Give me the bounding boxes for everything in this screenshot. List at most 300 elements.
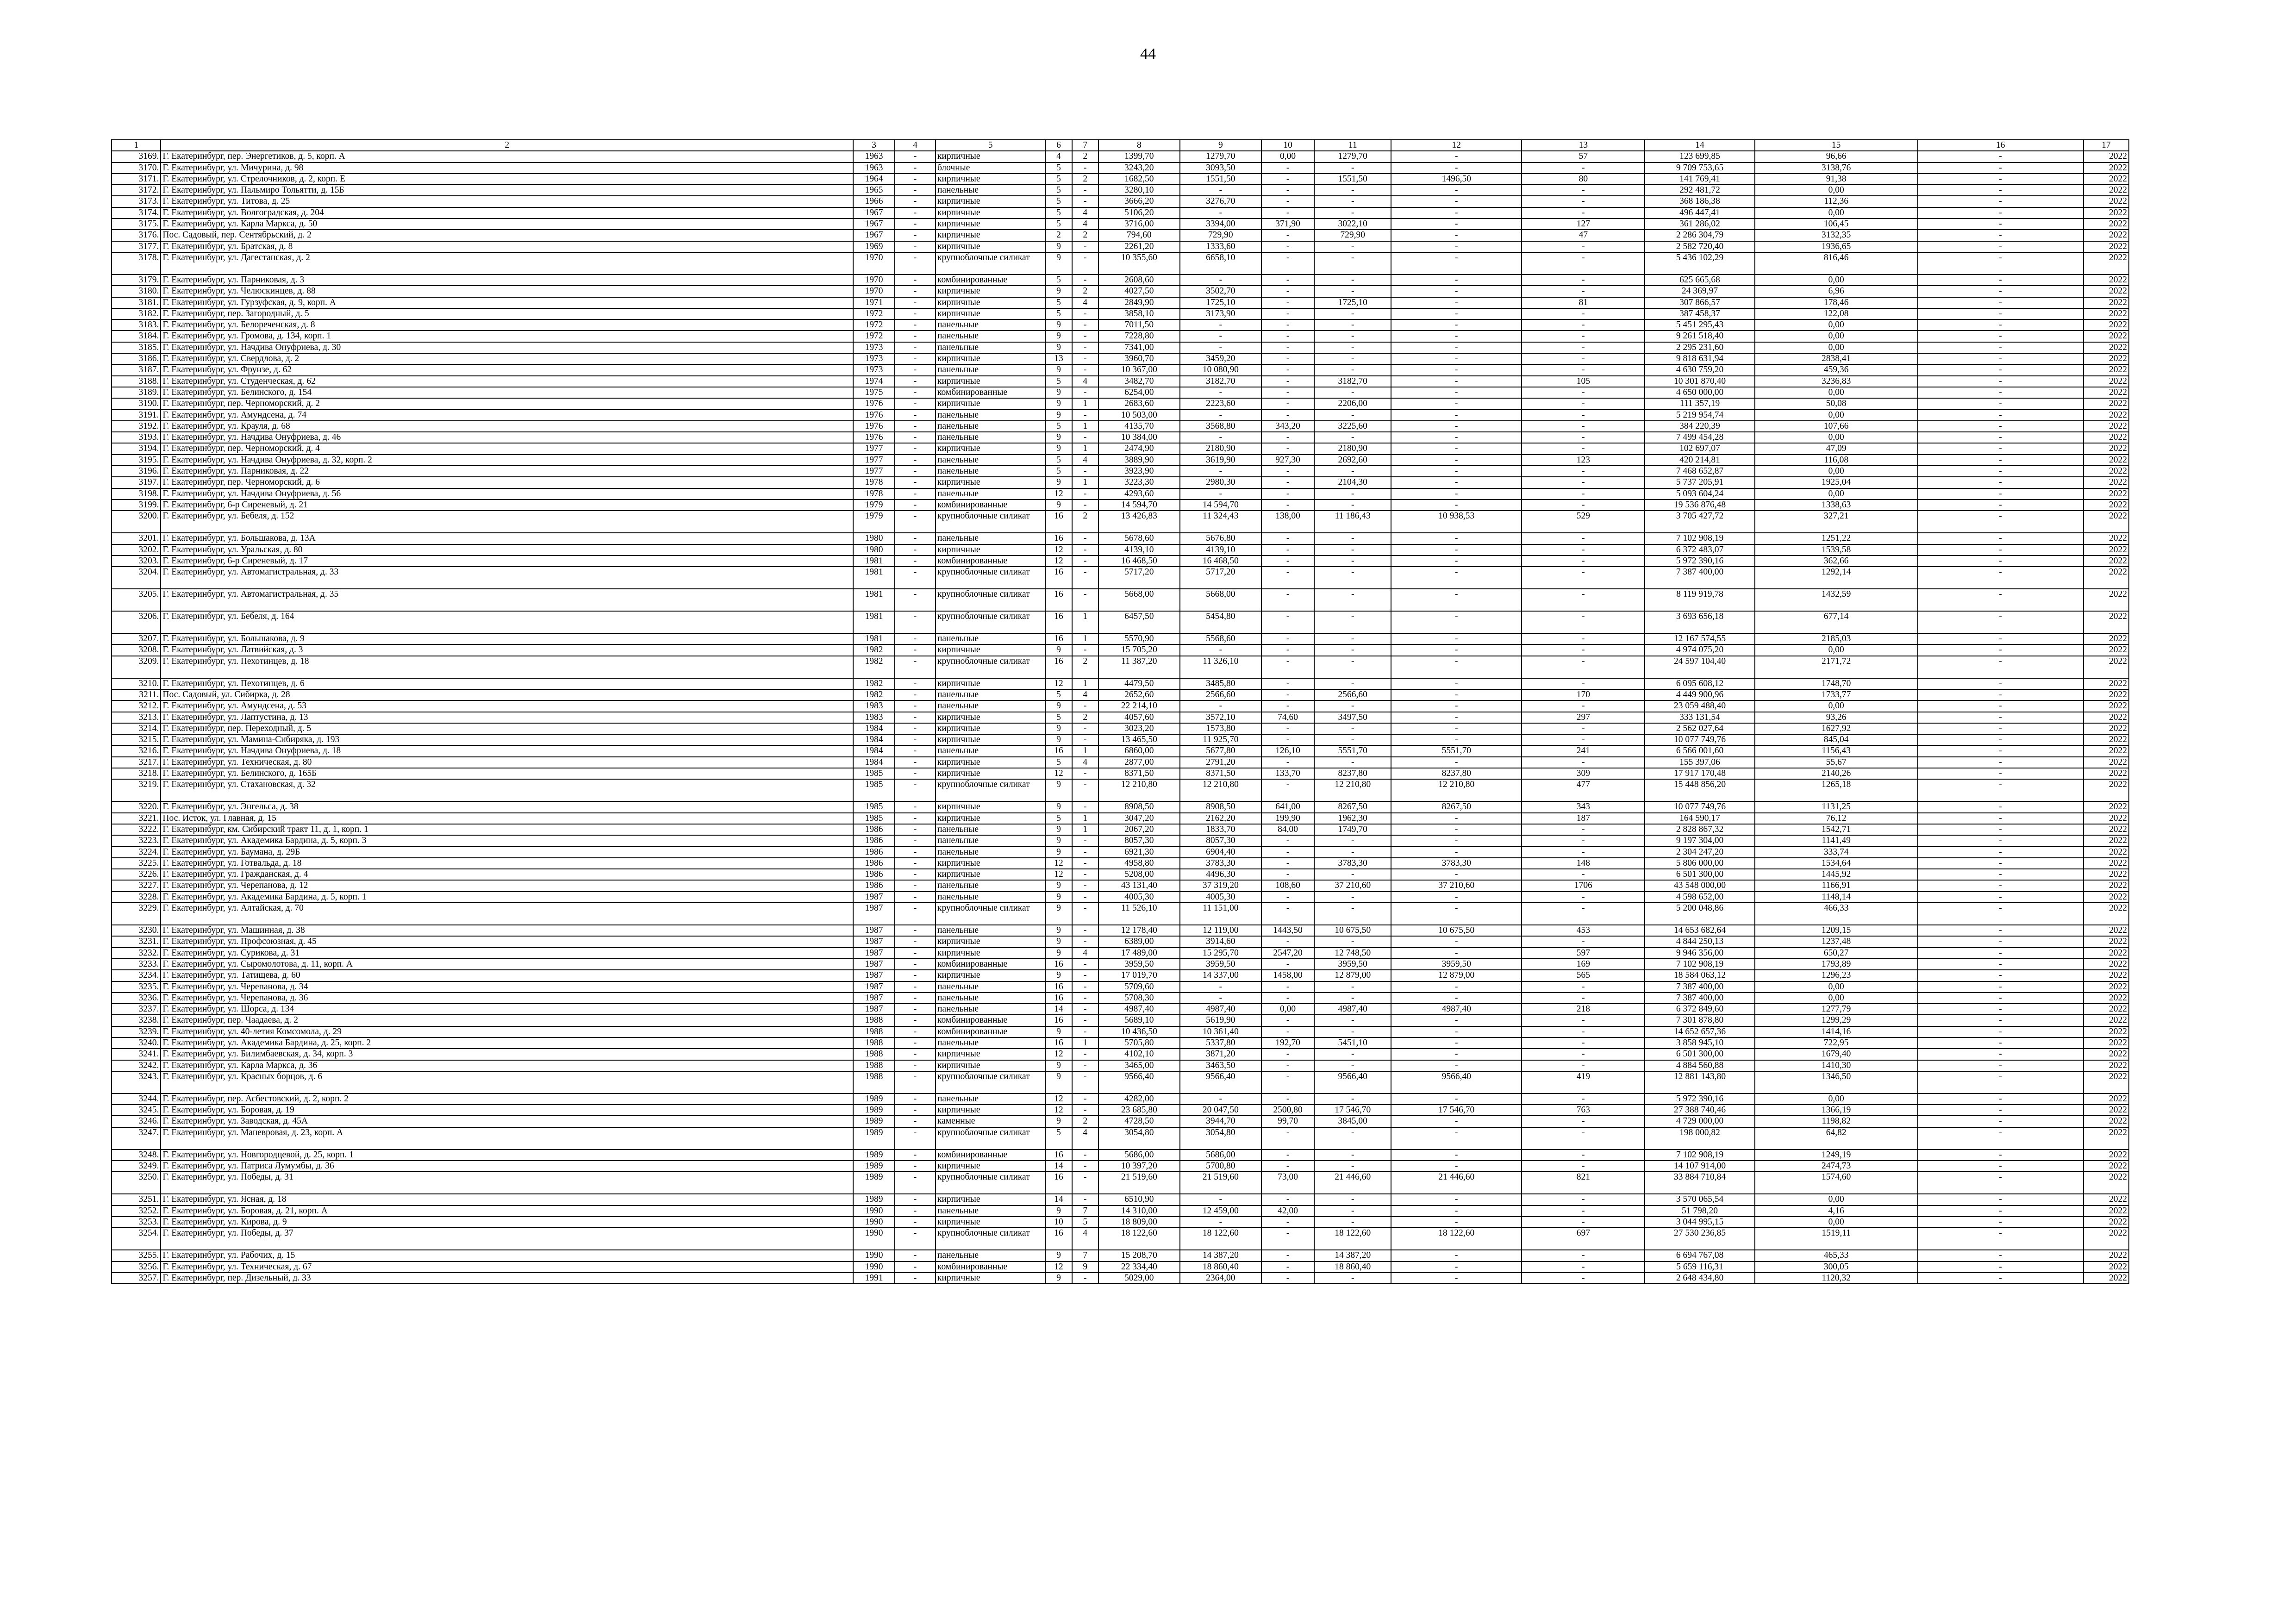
cell-living-area: 3871,20: [1180, 1049, 1261, 1060]
table-row: [112, 970, 2129, 981]
cell-year-planned: 2022: [2084, 880, 2129, 891]
cell-cost: 123 699,85: [1645, 151, 1754, 162]
cell-non-living-area: -: [1261, 1060, 1315, 1071]
cell-col-4: -: [895, 757, 936, 768]
cell-floors: 9: [1045, 723, 1072, 734]
cell-cost-per-sqm: 1265,18: [1755, 779, 1918, 801]
cell-entrances: -: [1072, 858, 1098, 869]
cell-area-11: -: [1314, 1217, 1391, 1228]
cell-cost-per-sqm: 6,96: [1755, 286, 1918, 297]
cell-col-16: -: [1918, 207, 2084, 219]
cell-entrances: -: [1072, 880, 1098, 891]
cell-wall-material: комбинированные: [936, 387, 1045, 398]
cell-area-12: 37 210,60: [1391, 880, 1522, 891]
cell-non-living-area: 192,70: [1261, 1037, 1315, 1049]
cell-col-16: -: [1918, 364, 2084, 375]
cell-cost: 9 197 304,00: [1645, 835, 1754, 846]
cell-area-11: -: [1314, 1149, 1391, 1161]
cell-floors: 9: [1045, 801, 1072, 812]
cell-col-4: -: [895, 1127, 936, 1149]
cell-non-living-area: 343,20: [1261, 421, 1315, 432]
cell-year-planned: 2022: [2084, 589, 2129, 611]
cell-living-area: 3944,70: [1180, 1116, 1261, 1127]
cell-wall-material: панельные: [936, 364, 1045, 375]
cell-area-11: 1962,30: [1314, 813, 1391, 824]
cell-total-area: 15 705,20: [1098, 644, 1180, 656]
cell-cost-per-sqm: 2838,41: [1755, 353, 1918, 364]
cell-living-area: 3568,80: [1180, 421, 1261, 432]
cell-year: 1972: [853, 331, 895, 342]
cell-area-12: -: [1391, 589, 1522, 611]
cell-year-planned: 2022: [2084, 544, 2129, 556]
cell-area-12: -: [1391, 556, 1522, 567]
cell-area-11: 37 210,60: [1314, 880, 1391, 891]
cell-area-11: -: [1314, 678, 1391, 689]
cell-residents: -: [1522, 892, 1645, 903]
cell-area-12: -: [1391, 151, 1522, 162]
cell-year: 1988: [853, 1049, 895, 1060]
cell-cost: 6 501 300,00: [1645, 869, 1754, 880]
cell-area-12: -: [1391, 185, 1522, 196]
cell-residents: -: [1522, 533, 1645, 544]
cell-entrances: -: [1072, 342, 1098, 353]
cell-residents: 477: [1522, 779, 1645, 801]
cell-col-4: -: [895, 801, 936, 812]
cell-col-4: -: [895, 925, 936, 936]
cell-col-4: -: [895, 297, 936, 308]
table-row: [112, 410, 2129, 421]
cell-total-area: 5570,90: [1098, 633, 1180, 644]
table-row: [112, 185, 2129, 196]
cell-col-4: -: [895, 275, 936, 286]
cell-wall-material: крупноблочные силикат: [936, 589, 1045, 611]
cell-area-12: -: [1391, 297, 1522, 308]
cell-row-number: 3217.: [112, 757, 161, 768]
cell-floors: 9: [1045, 432, 1072, 443]
cell-year-planned: 2022: [2084, 219, 2129, 230]
cell-cost: 384 220,39: [1645, 421, 1754, 432]
cell-year: 1981: [853, 567, 895, 589]
cell-row-number: 3196.: [112, 466, 161, 477]
cell-year-planned: 2022: [2084, 779, 2129, 801]
cell-wall-material: кирпичные: [936, 230, 1045, 241]
cell-year-planned: 2022: [2084, 1105, 2129, 1116]
cell-year: 1980: [853, 544, 895, 556]
cell-address: Г. Екатеринбург, ул. Маневровая, д. 23, корп. А: [161, 1127, 853, 1149]
cell-year: 1987: [853, 892, 895, 903]
cell-col-4: -: [895, 455, 936, 466]
cell-wall-material: кирпичные: [936, 1161, 1045, 1172]
cell-col-16: -: [1918, 644, 2084, 656]
cell-entrances: 1: [1072, 633, 1098, 644]
cell-entrances: -: [1072, 1105, 1098, 1116]
table-row: [112, 633, 2129, 644]
cell-col-16: -: [1918, 981, 2084, 993]
cell-year-planned: 2022: [2084, 981, 2129, 993]
cell-area-11: -: [1314, 466, 1391, 477]
column-header: 17: [2084, 140, 2129, 151]
cell-row-number: 3187.: [112, 364, 161, 375]
cell-year-planned: 2022: [2084, 174, 2129, 185]
cell-living-area: 8371,50: [1180, 768, 1261, 779]
cell-col-4: -: [895, 376, 936, 387]
cell-col-4: -: [895, 1250, 936, 1261]
cell-col-4: -: [895, 174, 936, 185]
cell-row-number: 3172.: [112, 185, 161, 196]
cell-floors: 5: [1045, 421, 1072, 432]
cell-col-16: -: [1918, 477, 2084, 488]
cell-address: Г. Екатеринбург, ул. Амундсена, д. 53: [161, 700, 853, 712]
cell-entrances: -: [1072, 936, 1098, 947]
cell-area-12: -: [1391, 656, 1522, 678]
cell-residents: -: [1522, 353, 1645, 364]
cell-cost: 4 974 075,20: [1645, 644, 1754, 656]
cell-col-16: -: [1918, 443, 2084, 454]
cell-living-area: 2162,20: [1180, 813, 1261, 824]
cell-cost: 5 737 205,91: [1645, 477, 1754, 488]
column-header: 5: [936, 140, 1045, 151]
cell-area-12: -: [1391, 700, 1522, 712]
cell-total-area: 17 019,70: [1098, 970, 1180, 981]
cell-col-16: -: [1918, 286, 2084, 297]
cell-area-11: -: [1314, 847, 1391, 858]
cell-cost-per-sqm: 1519,11: [1755, 1228, 1918, 1250]
cell-non-living-area: -: [1261, 387, 1315, 398]
cell-floors: 14: [1045, 1161, 1072, 1172]
cell-floors: 5: [1045, 174, 1072, 185]
cell-cost: 2 828 867,32: [1645, 824, 1754, 835]
cell-area-11: -: [1314, 644, 1391, 656]
cell-residents: -: [1522, 319, 1645, 331]
cell-area-11: -: [1314, 387, 1391, 398]
cell-address: Г. Екатеринбург, ул. Патриса Лумумбы, д. 36: [161, 1161, 853, 1172]
cell-cost: 2 304 247,20: [1645, 847, 1754, 858]
cell-col-16: -: [1918, 745, 2084, 756]
cell-col-4: -: [895, 477, 936, 488]
cell-address: Г. Екатеринбург, ул. Пехотинцев, д. 18: [161, 656, 853, 678]
cell-address: Г. Екатеринбург, ул. Фрунзе, д. 62: [161, 364, 853, 375]
cell-address: Г. Екатеринбург, 6-р Сиреневый, д. 21: [161, 500, 853, 511]
cell-floors: 5: [1045, 757, 1072, 768]
cell-floors: 16: [1045, 1149, 1072, 1161]
cell-cost-per-sqm: 3236,83: [1755, 376, 1918, 387]
cell-floors: 5: [1045, 207, 1072, 219]
cell-entrances: -: [1072, 1161, 1098, 1172]
cell-col-4: -: [895, 712, 936, 723]
cell-year-planned: 2022: [2084, 286, 2129, 297]
cell-col-16: -: [1918, 353, 2084, 364]
cell-cost-per-sqm: 0,00: [1755, 1093, 1918, 1105]
cell-non-living-area: -: [1261, 1071, 1315, 1093]
cell-year: 1989: [853, 1172, 895, 1194]
cell-row-number: 3255.: [112, 1250, 161, 1261]
cell-living-area: 1725,10: [1180, 297, 1261, 308]
cell-row-number: 3169.: [112, 151, 161, 162]
cell-address: Г. Екатеринбург, ул. Красных борцов, д. 6: [161, 1071, 853, 1093]
cell-row-number: 3188.: [112, 376, 161, 387]
cell-area-11: 2566,60: [1314, 689, 1391, 700]
cell-total-area: 4293,60: [1098, 488, 1180, 500]
cell-row-number: 3252.: [112, 1206, 161, 1217]
cell-year-planned: 2022: [2084, 970, 2129, 981]
cell-year-planned: 2022: [2084, 185, 2129, 196]
cell-residents: -: [1522, 1262, 1645, 1273]
column-header: 7: [1072, 140, 1098, 151]
cell-non-living-area: -: [1261, 723, 1315, 734]
cell-year: 1974: [853, 376, 895, 387]
cell-area-12: -: [1391, 466, 1522, 477]
cell-area-11: -: [1314, 734, 1391, 745]
cell-entrances: -: [1072, 768, 1098, 779]
cell-total-area: 3889,90: [1098, 455, 1180, 466]
cell-year: 1981: [853, 556, 895, 567]
cell-row-number: 3221.: [112, 813, 161, 824]
cell-address: Г. Екатеринбург, ул. Пальмиро Тольятти, д. 15Б: [161, 185, 853, 196]
cell-row-number: 3241.: [112, 1049, 161, 1060]
cell-floors: 16: [1045, 745, 1072, 756]
table-row: [112, 903, 2129, 925]
cell-non-living-area: 2500,80: [1261, 1105, 1315, 1116]
cell-area-11: -: [1314, 1161, 1391, 1172]
cell-wall-material: кирпичные: [936, 196, 1045, 207]
cell-row-number: 3191.: [112, 410, 161, 421]
table-row: [112, 959, 2129, 970]
cell-entrances: -: [1072, 466, 1098, 477]
cell-entrances: 2: [1072, 712, 1098, 723]
cell-entrances: -: [1072, 533, 1098, 544]
cell-cost-per-sqm: 96,66: [1755, 151, 1918, 162]
cell-residents: 47: [1522, 230, 1645, 241]
cell-entrances: 7: [1072, 1250, 1098, 1261]
cell-total-area: 3666,20: [1098, 196, 1180, 207]
cell-residents: 1706: [1522, 880, 1645, 891]
table-row: [112, 757, 2129, 768]
cell-year: 1977: [853, 443, 895, 454]
cell-area-12: 18 122,60: [1391, 1228, 1522, 1250]
cell-address: Г. Екатеринбург, ул. Братская, д. 8: [161, 241, 853, 252]
cell-year-planned: 2022: [2084, 936, 2129, 947]
cell-residents: -: [1522, 1015, 1645, 1026]
cell-row-number: 3228.: [112, 892, 161, 903]
cell-area-11: -: [1314, 869, 1391, 880]
cell-wall-material: панельные: [936, 342, 1045, 353]
cell-year-planned: 2022: [2084, 1116, 2129, 1127]
cell-residents: -: [1522, 1206, 1645, 1217]
cell-col-4: -: [895, 847, 936, 858]
cell-entrances: 4: [1072, 455, 1098, 466]
cell-floors: 16: [1045, 511, 1072, 533]
cell-non-living-area: 138,00: [1261, 511, 1315, 533]
cell-wall-material: кирпичные: [936, 936, 1045, 947]
cell-total-area: 15 208,70: [1098, 1250, 1180, 1261]
cell-col-4: -: [895, 835, 936, 846]
cell-year: 1988: [853, 1060, 895, 1071]
cell-address: Г. Екатеринбург, ул. Новгородцевой, д. 25, корп. 1: [161, 1149, 853, 1161]
cell-col-16: -: [1918, 880, 2084, 891]
cell-cost: 4 650 000,00: [1645, 387, 1754, 398]
cell-col-16: -: [1918, 398, 2084, 409]
cell-non-living-area: -: [1261, 1049, 1315, 1060]
cell-wall-material: панельные: [936, 1206, 1045, 1217]
cell-area-12: -: [1391, 319, 1522, 331]
cell-area-11: -: [1314, 1026, 1391, 1037]
cell-non-living-area: 371,90: [1261, 219, 1315, 230]
cell-area-12: -: [1391, 1262, 1522, 1273]
cell-address: Г. Екатеринбург, ул. Кирова, д. 9: [161, 1217, 853, 1228]
cell-wall-material: панельные: [936, 689, 1045, 700]
cell-col-16: -: [1918, 308, 2084, 319]
cell-total-area: 3960,70: [1098, 353, 1180, 364]
cell-row-number: 3216.: [112, 745, 161, 756]
cell-floors: 4: [1045, 151, 1072, 162]
cell-area-12: -: [1391, 1060, 1522, 1071]
cell-living-area: -: [1180, 700, 1261, 712]
cell-entrances: 2: [1072, 174, 1098, 185]
cell-cost-per-sqm: 93,26: [1755, 712, 1918, 723]
cell-area-12: -: [1391, 364, 1522, 375]
cell-residents: -: [1522, 432, 1645, 443]
cell-year: 1986: [853, 847, 895, 858]
cell-area-12: -: [1391, 993, 1522, 1004]
cell-col-16: -: [1918, 162, 2084, 174]
cell-total-area: 5106,20: [1098, 207, 1180, 219]
cell-year-planned: 2022: [2084, 331, 2129, 342]
cell-year-planned: 2022: [2084, 1217, 2129, 1228]
cell-entrances: -: [1072, 835, 1098, 846]
table-row: [112, 207, 2129, 219]
cell-area-11: 11 186,43: [1314, 511, 1391, 533]
cell-address: Г. Екатеринбург, пер. Черноморский, д. 4: [161, 443, 853, 454]
cell-living-area: 3459,20: [1180, 353, 1261, 364]
cell-wall-material: комбинированные: [936, 556, 1045, 567]
cell-cost: 4 449 900,96: [1645, 689, 1754, 700]
cell-year-planned: 2022: [2084, 252, 2129, 275]
cell-year-planned: 2022: [2084, 1093, 2129, 1105]
cell-entrances: -: [1072, 970, 1098, 981]
cell-cost-per-sqm: 1277,79: [1755, 1004, 1918, 1015]
cell-cost-per-sqm: 1296,23: [1755, 970, 1918, 981]
cell-address: Г. Екатеринбург, ул. Черепанова, д. 12: [161, 880, 853, 891]
table-row: [112, 589, 2129, 611]
cell-living-area: 2364,00: [1180, 1273, 1261, 1284]
cell-col-16: -: [1918, 936, 2084, 947]
cell-area-11: -: [1314, 1049, 1391, 1060]
cell-year-planned: 2022: [2084, 801, 2129, 812]
cell-cost-per-sqm: 459,36: [1755, 364, 1918, 375]
cell-living-area: 3394,00: [1180, 219, 1261, 230]
cell-area-11: 18 860,40: [1314, 1262, 1391, 1273]
cell-area-11: 1749,70: [1314, 824, 1391, 835]
cell-living-area: 1333,60: [1180, 241, 1261, 252]
cell-year: 1987: [853, 981, 895, 993]
cell-area-11: 2692,60: [1314, 455, 1391, 466]
cell-year-planned: 2022: [2084, 162, 2129, 174]
cell-floors: 9: [1045, 824, 1072, 835]
cell-cost: 3 858 945,10: [1645, 1037, 1754, 1049]
table-row: [112, 219, 2129, 230]
cell-area-11: -: [1314, 993, 1391, 1004]
cell-living-area: 12 210,80: [1180, 779, 1261, 801]
cell-living-area: 3959,50: [1180, 959, 1261, 970]
cell-row-number: 3256.: [112, 1262, 161, 1273]
cell-cost: 4 630 759,20: [1645, 364, 1754, 375]
cell-year: 1979: [853, 511, 895, 533]
cell-residents: -: [1522, 443, 1645, 454]
cell-wall-material: крупноблочные силикат: [936, 903, 1045, 925]
cell-cost: 15 448 856,20: [1645, 779, 1754, 801]
cell-col-16: -: [1918, 544, 2084, 556]
cell-cost-per-sqm: 55,67: [1755, 757, 1918, 768]
cell-area-12: -: [1391, 196, 1522, 207]
cell-col-16: -: [1918, 511, 2084, 533]
cell-total-area: 6389,00: [1098, 936, 1180, 947]
cell-row-number: 3210.: [112, 678, 161, 689]
cell-residents: -: [1522, 1149, 1645, 1161]
cell-row-number: 3222.: [112, 824, 161, 835]
cell-address: Пос. Исток, ул. Главная, д. 15: [161, 813, 853, 824]
cell-year: 1991: [853, 1273, 895, 1284]
cell-year: 1987: [853, 970, 895, 981]
cell-year-planned: 2022: [2084, 768, 2129, 779]
cell-row-number: 3229.: [112, 903, 161, 925]
cell-non-living-area: 0,00: [1261, 151, 1315, 162]
cell-area-11: 9566,40: [1314, 1071, 1391, 1093]
cell-entrances: -: [1072, 847, 1098, 858]
cell-year-planned: 2022: [2084, 757, 2129, 768]
cell-address: Г. Екатеринбург, ул. Бебеля, д. 164: [161, 611, 853, 633]
cell-cost-per-sqm: 0,00: [1755, 342, 1918, 353]
cell-area-11: -: [1314, 331, 1391, 342]
cell-floors: 5: [1045, 275, 1072, 286]
cell-year-planned: 2022: [2084, 421, 2129, 432]
cell-residents: 148: [1522, 858, 1645, 869]
cell-area-11: 12 879,00: [1314, 970, 1391, 981]
cell-area-11: 3783,30: [1314, 858, 1391, 869]
cell-cost-per-sqm: 0,00: [1755, 993, 1918, 1004]
cell-address: Г. Екатеринбург, ул. Карла Маркса, д. 36: [161, 1060, 853, 1071]
cell-year: 1985: [853, 768, 895, 779]
cell-area-12: -: [1391, 455, 1522, 466]
cell-row-number: 3189.: [112, 387, 161, 398]
cell-row-number: 3198.: [112, 488, 161, 500]
cell-area-11: 2180,90: [1314, 443, 1391, 454]
cell-area-12: -: [1391, 633, 1522, 644]
cell-floors: 9: [1045, 892, 1072, 903]
table-row: [112, 286, 2129, 297]
cell-year-planned: 2022: [2084, 230, 2129, 241]
cell-cost-per-sqm: 116,08: [1755, 455, 1918, 466]
cell-row-number: 3207.: [112, 633, 161, 644]
cell-row-number: 3215.: [112, 734, 161, 745]
cell-floors: 14: [1045, 1194, 1072, 1205]
cell-non-living-area: -: [1261, 1149, 1315, 1161]
cell-address: Г. Екатеринбург, ул. Пехотинцев, д. 6: [161, 678, 853, 689]
cell-col-4: -: [895, 1071, 936, 1093]
table-row: [112, 880, 2129, 891]
cell-wall-material: кирпичные: [936, 1217, 1045, 1228]
cell-address: Г. Екатеринбург, ул. Челюскинцев, д. 88: [161, 286, 853, 297]
cell-cost: 7 387 400,00: [1645, 993, 1754, 1004]
cell-entrances: 4: [1072, 207, 1098, 219]
cell-residents: 565: [1522, 970, 1645, 981]
cell-year: 1986: [853, 835, 895, 846]
cell-wall-material: панельные: [936, 700, 1045, 712]
cell-cost: 5 659 116,31: [1645, 1262, 1754, 1273]
cell-total-area: 14 310,00: [1098, 1206, 1180, 1217]
cell-total-area: 8908,50: [1098, 801, 1180, 812]
cell-non-living-area: -: [1261, 981, 1315, 993]
cell-col-4: -: [895, 1273, 936, 1284]
